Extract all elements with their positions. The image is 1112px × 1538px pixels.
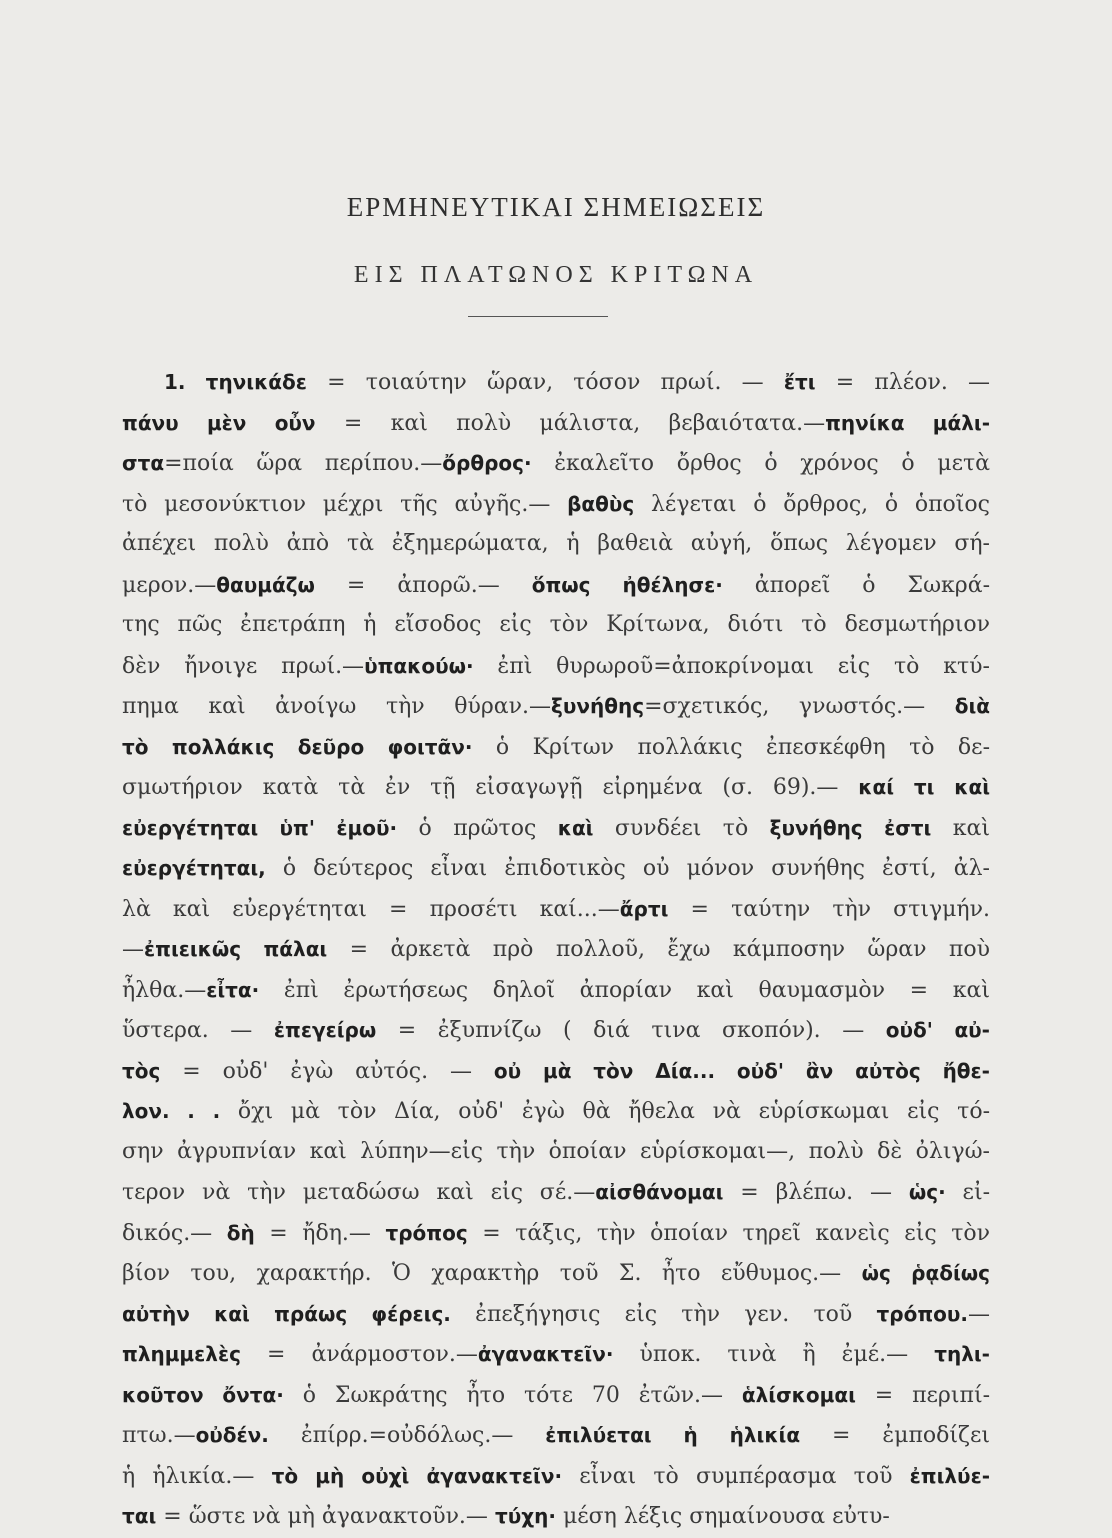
gloss-text: = ἐμποδίζει	[800, 1423, 990, 1448]
text-line	[122, 1375, 990, 1416]
gloss-text: ἐπίρρ.=οὐδόλως.—	[268, 1423, 546, 1448]
text-line	[122, 524, 990, 565]
text-line	[122, 1456, 990, 1497]
text-line	[122, 808, 990, 849]
lemma-term: καί τι καὶ	[858, 775, 991, 799]
lemma-term: ὅπως ἠθέλησε·	[531, 572, 723, 597]
lemma-term: ἁλίσκομαι	[741, 1382, 856, 1407]
text-line	[122, 484, 990, 525]
lemma-term: ἔτι	[783, 370, 816, 394]
text-line	[122, 403, 990, 444]
gloss-text: ἐπὶ ἐρωτήσεως δηλοῖ ἀπορίαν καὶ θαυμασμὸν = καὶ	[259, 977, 990, 1003]
gloss-text: —	[968, 1301, 990, 1327]
gloss-text: ἡ ἡλικία.—	[122, 1463, 272, 1489]
text-line	[122, 1334, 990, 1375]
gloss-text: = ἀπορῶ.—	[314, 572, 532, 598]
text-line	[122, 1172, 990, 1213]
text-line	[122, 767, 990, 808]
gloss-text: δικός.—	[122, 1220, 227, 1246]
text-line	[122, 1496, 990, 1537]
gloss-text: ὁ πρῶτος	[397, 815, 558, 841]
lemma-term: οὐδ' αὐ-	[885, 1018, 990, 1042]
lemma-term: ἐπεγείρω	[273, 1018, 377, 1042]
gloss-text: —	[122, 937, 144, 962]
text-line	[122, 889, 990, 930]
gloss-text: = περιπί-	[855, 1382, 991, 1408]
title-divider	[468, 316, 608, 317]
lemma-term: λον. . .	[122, 1099, 221, 1123]
text-line	[122, 565, 990, 606]
gloss-text: ὁ Κρίτων πολλάκις ἐπεσκέφθη τὸ δε-	[472, 734, 991, 760]
gloss-text: = τοιαύτην ὥραν, τόσον πρωί. —	[306, 370, 784, 395]
commentary-text	[122, 362, 990, 1537]
lemma-term: ἐπιεικῶς πάλαι	[144, 937, 328, 961]
lemma-term: στα	[122, 451, 165, 475]
lemma-term: εὐεργέτηται,	[122, 856, 266, 880]
gloss-text: βίον του, χαρακτήρ. Ὁ χαρακτὴρ τοῦ Σ. ἦτο εὔθυμος.—	[122, 1261, 862, 1286]
lemma-term: τρόπου.	[876, 1301, 968, 1326]
gloss-text: ὁ Σωκράτης ἦτο τότε 70 ἐτῶν.—	[283, 1382, 742, 1408]
gloss-text: ὄχι μὰ τὸν Δία, οὐδ' ἐγὼ θὰ ἤθελα νὰ εὑρίσκωμαι εἰς τό-	[220, 1099, 991, 1124]
lemma-term: τρόπος	[385, 1220, 468, 1245]
lemma-term: οὐ μὰ τὸν Δία... οὐδ' ἂν αὐτὸς ἤθε-	[493, 1058, 990, 1083]
gloss-text: = ταύτην τὴν στιγμήν.	[668, 896, 990, 922]
lemma-term: ὡς ῥᾳδίως	[861, 1261, 991, 1285]
lemma-term: καὶ	[557, 815, 594, 840]
text-line	[122, 1253, 990, 1294]
gloss-text: σην ἀγρυπνίαν καὶ λύπην—εἰς τὴν ὁποίαν εὑρίσκομαι—, πολὺ δὲ ὀλιγώ-	[122, 1138, 990, 1164]
lemma-term: ξυνήθης	[551, 694, 645, 718]
gloss-text: = ἀρκετὰ πρὸ πολλοῦ, ἔχω κάμποσην ὥραν ποὺ	[327, 937, 990, 962]
text-line	[122, 1010, 990, 1051]
lemma-term: 1. τηνικάδε	[164, 370, 307, 394]
gloss-text: δὲν ἤνοιγε πρωί.—	[122, 653, 365, 679]
gloss-text: ὑποκ. τινὰ ἢ ἐμέ.—	[613, 1342, 935, 1367]
text-line	[122, 1294, 990, 1335]
text-line	[122, 686, 990, 727]
gloss-text: τὸ μεσονύκτιον μέχρι τῆς αὐγῆς.—	[122, 491, 568, 517]
gloss-text: ἐπεξήγησις εἰς τὴν γεν. τοῦ	[450, 1301, 877, 1327]
gloss-text: = ἐξυπνίζω ( διά τινα σκοπόν). —	[376, 1018, 886, 1043]
lemma-term: ἐπιλύε-	[909, 1463, 990, 1488]
lemma-term: βαθὺς	[567, 491, 635, 516]
lemma-term: εἶτα·	[206, 977, 260, 1002]
gloss-text: πτω.—	[122, 1423, 196, 1448]
gloss-text: =σχετικός, γνωστός.—	[644, 694, 955, 719]
lemma-term: θαυμάζω	[216, 572, 315, 597]
gloss-text: εἶναι τὸ συμπέρασμα τοῦ	[562, 1463, 910, 1489]
gloss-text: εἰ-	[945, 1180, 991, 1205]
gloss-text: ὁ δεύτερος εἶναι ἐπιδοτικὸς οὐ μόνον συνήθης ἐστί, ἀλ-	[265, 856, 990, 881]
lemma-term: ὑπακούω·	[364, 653, 474, 678]
lemma-term: τύχη·	[494, 1504, 556, 1528]
gloss-text: = ἤδη.—	[254, 1220, 386, 1246]
lemma-term: ἄρτι	[619, 896, 669, 921]
text-line	[122, 1213, 990, 1254]
lemma-term: τὸ μὴ οὐχὶ ἀγανακτεῖν·	[271, 1463, 563, 1488]
lemma-term: δὴ	[226, 1220, 255, 1245]
page-title: ΕΡΜΗΝΕΥΤΙΚΑΙ ΣΗΜΕΙΩΣΕΙΣ	[346, 192, 766, 222]
text-line	[122, 1415, 990, 1456]
lemma-term: τὸ πολλάκις δεῦρο φοιτᾶν·	[122, 734, 473, 759]
text-line	[122, 1132, 990, 1173]
gloss-text: λέγεται ὁ ὄρθρος, ὁ ὁποῖος	[634, 491, 990, 517]
gloss-text: πημα καὶ ἀνοίγω τὴν θύραν.—	[122, 694, 552, 719]
lemma-term: εὐεργέτηται ὑπ' ἐμοῦ·	[122, 815, 398, 840]
gloss-text: της πῶς ἐπετράπη ἡ εἴσοδος εἰς τὸν Κρίτωνα, διότι τὸ δεσμωτήριον	[122, 612, 990, 637]
lemma-term: τὸς	[122, 1058, 161, 1083]
text-line	[122, 929, 990, 970]
text-line	[122, 362, 990, 403]
text-line	[122, 605, 990, 646]
text-line	[122, 1091, 990, 1132]
gloss-text: ἀπέχει πολὺ ἀπὸ τὰ ἐξημερώματα, ἡ βαθειὰ αὐγή, ὅπως λέγομεν σή-	[122, 531, 990, 556]
gloss-text: ἀπορεῖ ὁ Σωκρά-	[722, 572, 991, 598]
text-line	[122, 727, 990, 768]
lemma-term: οὐδέν.	[195, 1423, 269, 1447]
gloss-text: συνδέει τὸ	[593, 815, 770, 841]
gloss-text: = τάξις, τὴν ὁποίαν τηρεῖ κανεὶς εἰς τὸν	[467, 1220, 990, 1246]
lemma-term: ὄρθρος·	[442, 451, 532, 475]
gloss-text: = ὥστε νὰ μὴ ἀγανακτοῦν.—	[156, 1504, 495, 1529]
gloss-text: ἦλθα.—	[122, 977, 207, 1003]
gloss-text: = καὶ πολὺ μάλιστα, βεβαιότατα.—	[315, 410, 826, 436]
gloss-text: λὰ καὶ εὐεργέτηται = προσέτι καί...—	[122, 896, 620, 922]
text-line	[122, 1051, 990, 1092]
lemma-term: ὡς·	[908, 1180, 946, 1204]
gloss-text: = ἀνάρμοστον.—	[240, 1342, 478, 1367]
text-line	[122, 443, 990, 484]
lemma-term: πάνυ μὲν οὖν	[122, 410, 316, 435]
gloss-text: ἐκαλεῖτο ὄρθος ὁ χρόνος ὁ μετὰ	[531, 451, 990, 476]
gloss-text: ἐπὶ θυρωροῦ=ἀποκρίνομαι εἰς τὸ κτύ-	[473, 653, 990, 679]
gloss-text: μερον.—	[122, 572, 217, 598]
lemma-term: τηλι-	[934, 1342, 990, 1366]
lemma-term: ξυνήθης ἐστι	[769, 815, 932, 840]
gloss-text: σμωτήριον κατὰ τὰ ἐν τῇ εἰσαγωγῇ εἰρημένα (σ. 69).—	[122, 775, 859, 800]
gloss-text: ὕστερα. —	[122, 1018, 274, 1043]
gloss-text: = οὐδ' ἐγὼ αὐτός. —	[160, 1058, 494, 1084]
text-line	[122, 970, 990, 1011]
gloss-text: = πλέον. —	[815, 370, 991, 395]
gloss-text: μέση λέξις σημαίνουσα εὐτυ-	[555, 1504, 890, 1529]
lemma-term: αὐτὴν καὶ πράως φέρεις.	[122, 1301, 451, 1326]
lemma-term: ἀγανακτεῖν·	[477, 1342, 614, 1366]
text-line	[122, 848, 990, 889]
lemma-term: κοῦτον ὄντα·	[122, 1382, 284, 1407]
gloss-text: τερον νὰ τὴν μεταδώσω καὶ εἰς σέ.—	[122, 1180, 596, 1205]
gloss-text: = βλέπω. —	[723, 1180, 909, 1205]
text-line	[122, 646, 990, 687]
lemma-term: αἰσθάνομαι	[595, 1180, 724, 1204]
lemma-term: ἐπιλύεται ἡ ἡλικία	[545, 1423, 801, 1447]
gloss-text: καὶ	[931, 815, 991, 841]
page-subtitle: ΕΙΣ ΠΛΑΤΩΝΟΣ ΚΡΙΤΩΝΑ	[353, 262, 759, 288]
lemma-term: διὰ	[954, 694, 990, 718]
lemma-term: πηνίκα μάλι-	[825, 410, 990, 435]
lemma-term: ται	[122, 1504, 157, 1528]
lemma-term: πλημμελὲς	[122, 1342, 241, 1366]
gloss-text: =ποία ὥρα περίπου.—	[164, 451, 443, 476]
